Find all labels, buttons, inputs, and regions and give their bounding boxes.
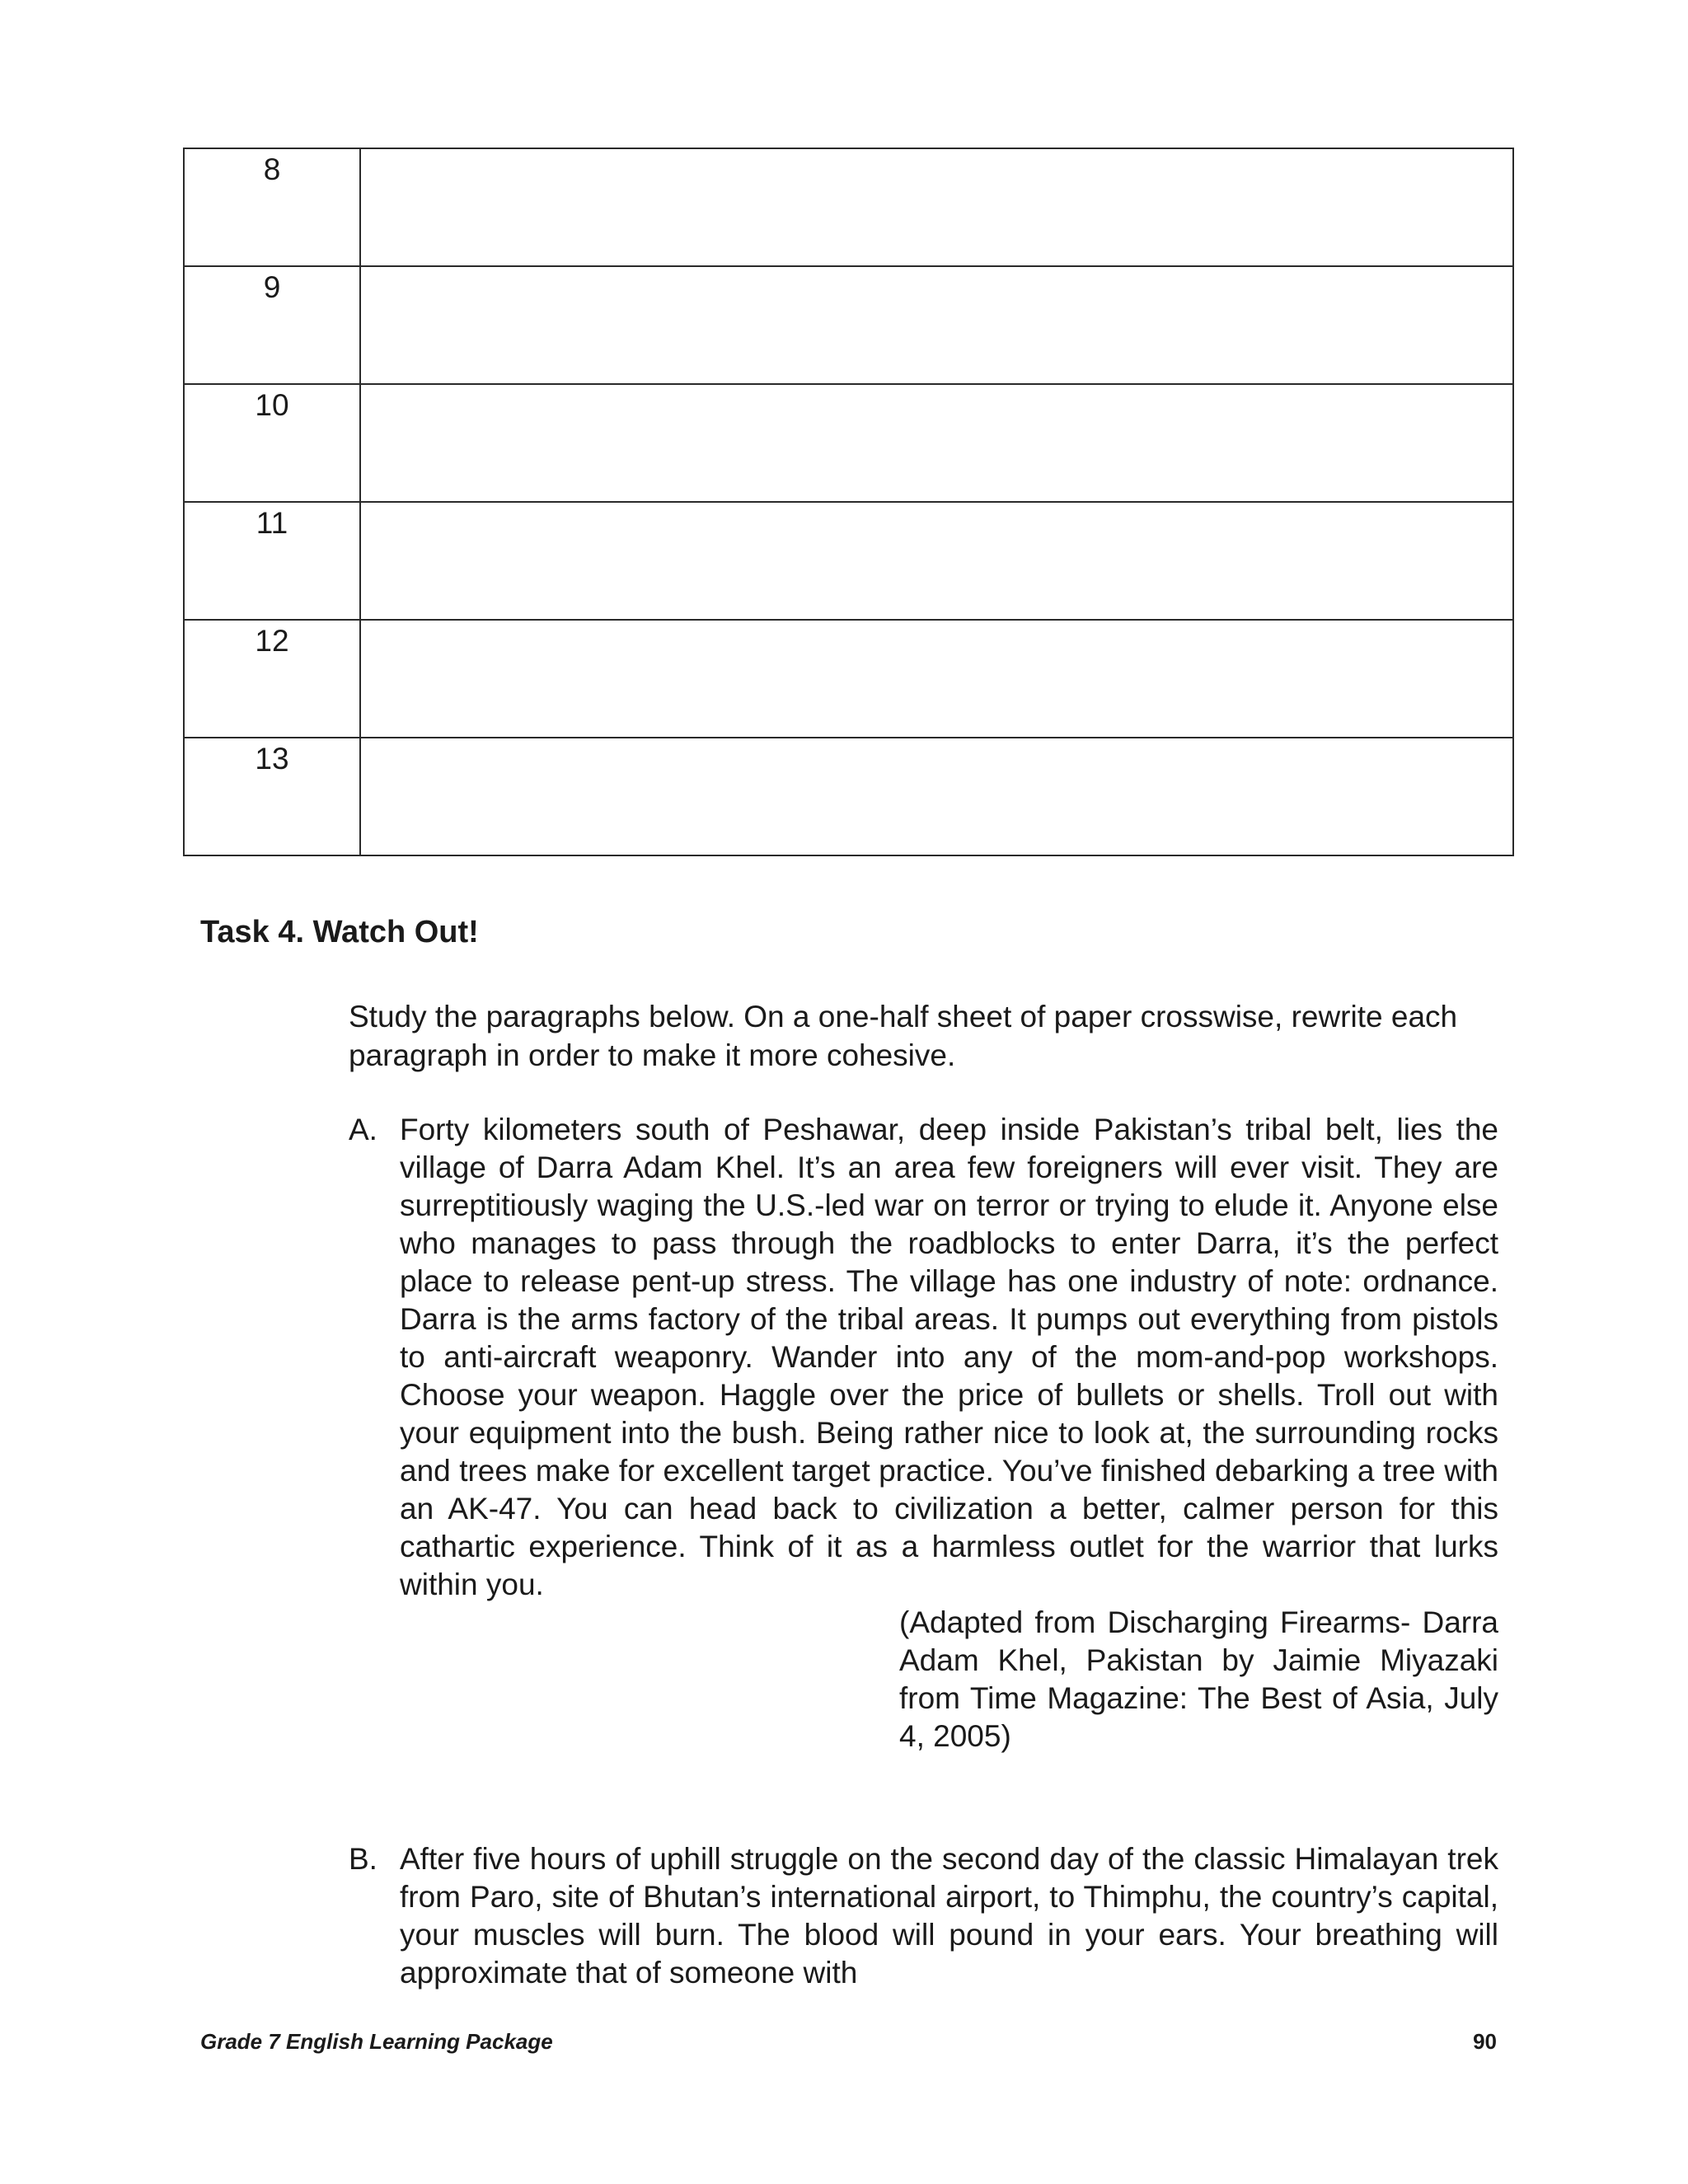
answer-cell[interactable] (360, 502, 1513, 620)
paragraph-text: After five hours of uphill struggle on the second day of the classic Himalayan trek from Paro, site of Bhutan’s international airport, to Thimphu, the country’s capital, your muscles will burn. The blood will pound in your ears. Your breathing will approximate that of someone with (400, 1842, 1498, 1990)
row-number: 10 (184, 384, 360, 502)
answer-cell[interactable] (360, 384, 1513, 502)
table-row (184, 620, 1513, 738)
task-instructions: Study the paragraphs below. On a one-half sheet of paper crosswise, rewrite each paragraph in order to make it more cohesive. (349, 1000, 1458, 1072)
paragraph-letter: A. (349, 1113, 377, 1146)
row-number: 8 (184, 148, 360, 266)
row-number: 12 (184, 620, 360, 738)
table-row (184, 148, 1513, 266)
page-number: 90 (1473, 2029, 1497, 2054)
citation: (Adapted from Discharging Firearms- Darra Adam Khel, Pakistan by Jaimie Miyazaki from Time Magazine: The Best of Asia, July 4, 2005) (899, 1605, 1498, 1753)
table-row (184, 502, 1513, 620)
paragraph-b (349, 1840, 1498, 1992)
task-title: Task 4. Watch Out! (200, 915, 479, 949)
answer-cell[interactable] (360, 738, 1513, 855)
answer-cell[interactable] (360, 620, 1513, 738)
answer-cell[interactable] (360, 266, 1513, 384)
table-row (184, 266, 1513, 384)
table-row (184, 384, 1513, 502)
paragraph-text: Forty kilometers south of Peshawar, deep inside Pakistan’s tribal belt, lies the village of Darra Adam Khel. It’s an area few foreigners will ever visit. They are surreptitiously waging the U.S.-led war on terror or trying to elude it. Anyone else who manages to pass through the roadblocks to enter Darra, it’s the perfect place to release pent-up stress. The village has one industry of note: ordnance. Darra is the arms factory of the tribal areas. It pumps out everything from pistols to anti-aircraft weaponry. Wander into any of the mom-and-pop workshops. Choose your weapon. Haggle over the price of bullets or shells. Troll out with your equipment into the bush. Being rather nice to look at, the surrounding rocks and trees make for excellent target practice. You’ve finished debarking a tree with an AK-47. You can head back to civilization a better, calmer person for this cathartic experience. Think of it as a harmless outlet for the warrior that lurks within you. (400, 1113, 1498, 1601)
footer-title: Grade 7 English Learning Package (200, 2029, 553, 2054)
paragraph-a (349, 1111, 1498, 1755)
row-number: 11 (184, 502, 360, 620)
row-number: 9 (184, 266, 360, 384)
answer-cell[interactable] (360, 148, 1513, 266)
paragraph-letter: B. (349, 1842, 377, 1876)
answer-table (183, 148, 1514, 856)
table-row (184, 738, 1513, 855)
row-number: 13 (184, 738, 360, 855)
